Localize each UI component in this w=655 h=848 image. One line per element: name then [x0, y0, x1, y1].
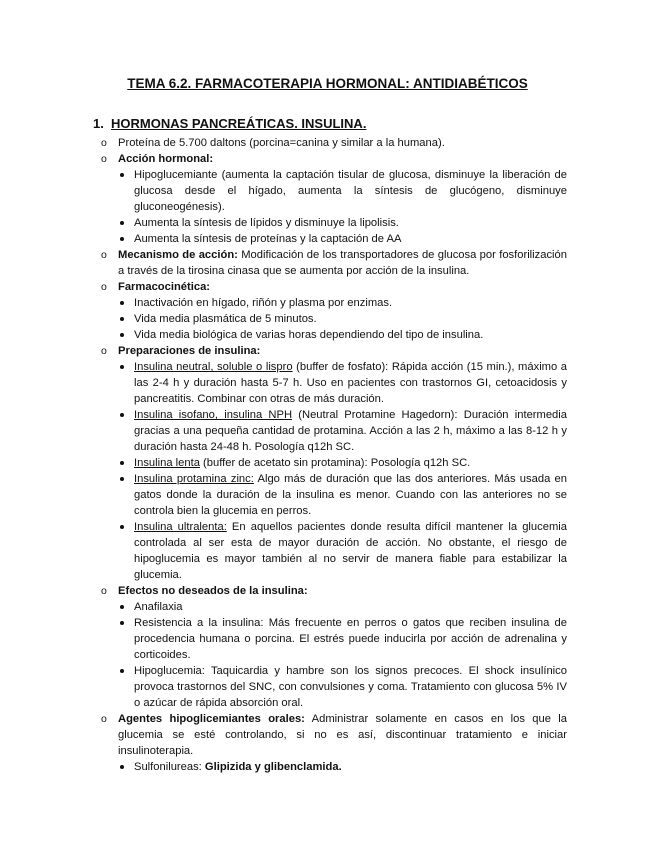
- prep-3-text: (buffer de acetato sin protamina): Posología q12h SC.: [199, 457, 471, 469]
- prep-2-text: (Neutral Protamine Hagedorn): Duración intermedia gracias a una pequeña cantidad de protamina. Acción a las 2 h, máximo a las 8-12 h y duración hasta 24-48 h. Posología q12h SC.: [134, 409, 567, 453]
- prep-bullet-5: [118, 519, 567, 583]
- document-title: TEMA 6.2. FARMACOTERAPIA HORMONAL: ANTIDIABÉTICOS: [127, 76, 528, 91]
- item-mecanismo: [88, 247, 567, 279]
- item-proteina: [88, 135, 567, 151]
- farmaco-bullet-3: Vida media biológica de varias horas dependiendo del tipo de insulina.: [118, 327, 567, 343]
- item-accion-hormonal: [88, 151, 567, 247]
- accion-bullet-1: Hipoglucemiante (aumenta la captación tisular de glucosa, disminuye la liberación de glucosa desde el hígado, aumenta la síntesis de glucógeno, disminuye gluconeogénesis).: [118, 167, 567, 215]
- farmaco-bullets: [118, 295, 567, 343]
- item-preparaciones: [88, 343, 567, 583]
- proteina-text: Proteína de 5.700 daltons (porcina=canina y similar a la humana).: [118, 137, 445, 149]
- efectos-bullet-2: Resistencia a la insulina: Más frecuente en perros o gatos que reciben insulina de procedencia humana o porcina. El estrés puede inducirla por acción de adrenalina y corticoides.: [118, 615, 567, 663]
- farmaco-label: Farmacocinética:: [118, 281, 211, 293]
- prep-bullets: [118, 359, 567, 583]
- section-heading: [93, 116, 567, 132]
- mecanismo-label: Mecanismo de acción:: [118, 249, 238, 261]
- prep-bullet-3: [118, 455, 567, 471]
- prep-5-name: Insulina ultralenta:: [134, 521, 227, 533]
- accion-bullet-3: Aumenta la síntesis de proteínas y la captación de AA: [118, 231, 567, 247]
- section-number: 1.: [93, 116, 104, 131]
- item-agentes: [88, 711, 567, 775]
- prep-3-name: Insulina lenta: [134, 457, 200, 469]
- agentes-1-text: Sulfonilureas:: [134, 761, 205, 773]
- accion-bullet-2: Aumenta la síntesis de lípidos y disminuye la lipolisis.: [118, 215, 567, 231]
- agentes-label: Agentes hipoglicemiantes orales:: [118, 713, 305, 725]
- agentes-text: Administrar solamente en casos en los que la glucemia se esté controlando, si no es así, discontinuar tratamiento e iniciar insulinoterapia.: [118, 713, 567, 757]
- farmaco-bullet-2: Vida media plasmática de 5 minutos.: [118, 311, 567, 327]
- prep-2-name: Insulina isofano, insulina NPH: [134, 409, 293, 421]
- outline-list: [88, 135, 567, 775]
- prep-bullet-1: [118, 359, 567, 407]
- prep-4-name: Insulina protamina zinc:: [134, 473, 254, 485]
- agentes-bullets: [118, 759, 567, 775]
- item-farmacocinetica: [88, 279, 567, 343]
- accion-label: Acción hormonal:: [118, 153, 214, 165]
- agentes-1-bold: Glipizida y glibenclamida.: [204, 761, 342, 773]
- prep-bullet-2: [118, 407, 567, 455]
- prep-bullet-4: [118, 471, 567, 519]
- agentes-bullet-1: [118, 759, 567, 775]
- efectos-bullet-3: Hipoglucemia: Taquicardia y hambre son los signos precoces. El shock insulínico provoca trastornos del SNC, con convulsiones y coma. Tratamiento con glucosa 5% IV o azúcar de rápida absorción oral.: [118, 663, 567, 711]
- item-efectos: [88, 583, 567, 711]
- section-title: HORMONAS PANCREÁTICAS. INSULINA.: [111, 116, 367, 131]
- efectos-bullet-1: Anafilaxia: [118, 599, 567, 615]
- prep-label: Preparaciones de insulina:: [118, 345, 261, 357]
- prep-1-text: (buffer de fosfato): Rápida acción (15 min.), máximo a las 2-4 h y duración hasta 5-7 h. Uso en pacientes con trastornos GI, cetoacidosis y pancreatitis. Combinar con otras de más duración.: [134, 361, 568, 405]
- prep-1-name: Insulina neutral, soluble o lispro: [134, 361, 293, 373]
- efectos-label: Efectos no deseados de la insulina:: [118, 585, 308, 597]
- mecanismo-text: Modificación de los transportadores de glucosa por fosforilización a través de la tirosina cinasa que se aumenta por acción de la insulina.: [118, 249, 567, 277]
- prep-4-text: Algo más de duración que las dos anteriores. Más usada en gatos donde la duración de la insulina es menor. Cuando con las anteriores no se controla bien la glucemia en perros.: [134, 473, 567, 517]
- efectos-bullets: [118, 599, 567, 711]
- prep-5-text: En aquellos pacientes donde resulta difícil mantener la glucemia controlada al ser esta de mayor duración de acción. No obstante, el riesgo de hipoglucemia es mayor también al no servir de manera fiable para estabilizar la glucemia.: [134, 521, 567, 581]
- farmaco-bullet-1: Inactivación en hígado, riñón y plasma por enzimas.: [118, 295, 567, 311]
- accion-bullets: [118, 167, 567, 247]
